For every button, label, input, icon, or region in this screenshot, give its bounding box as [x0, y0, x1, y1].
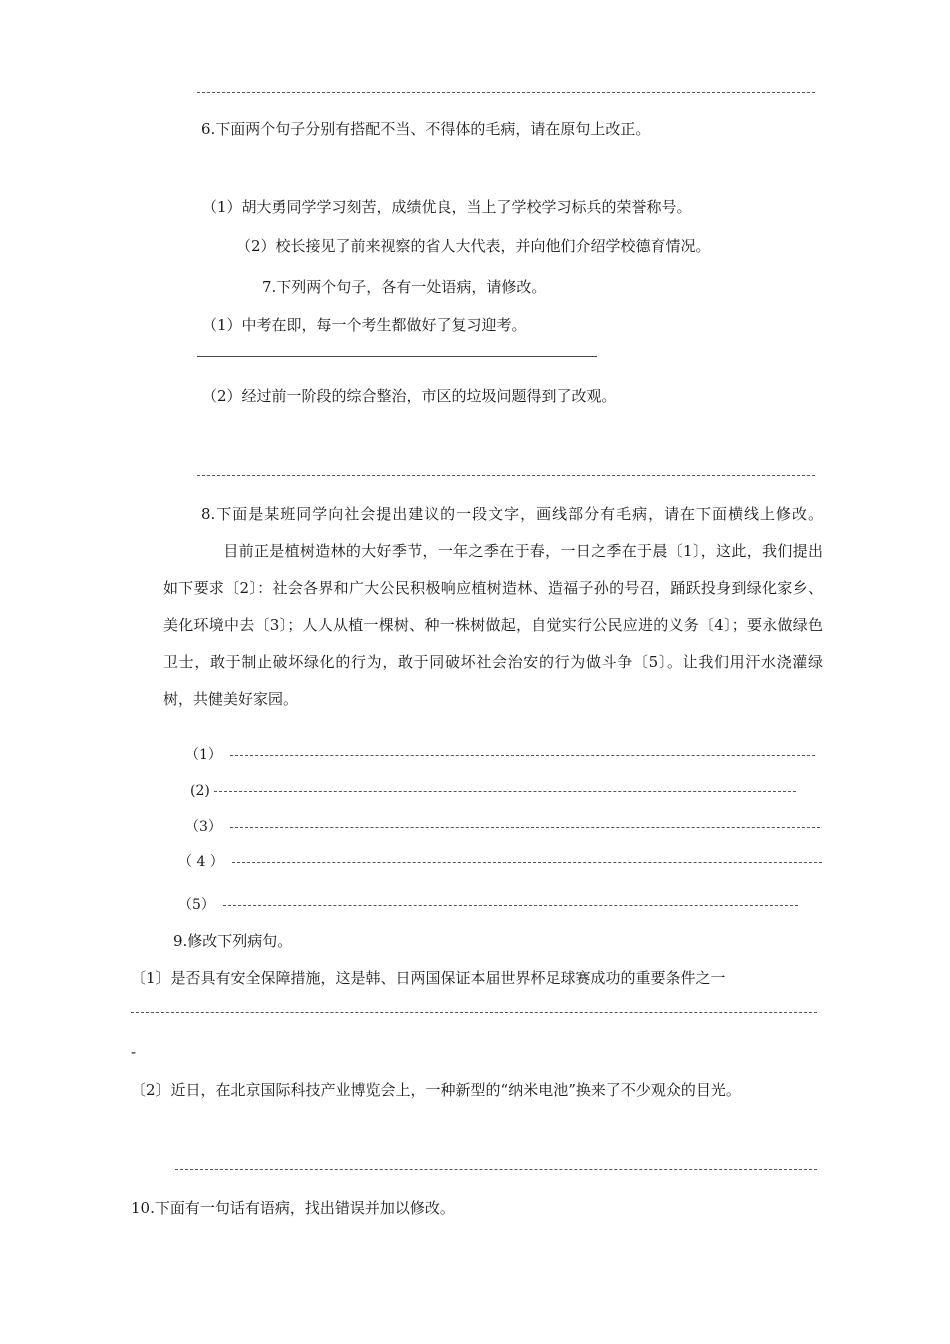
- q8-intro: 8.下面是某班同学向社会提出建议的一段文字，画线部分有毛病，请在下面横线上修改。: [201, 505, 823, 523]
- q8-blank-2[interactable]: [190, 781, 796, 801]
- q9-sentence-2: 〔2〕近日，在北京国际科技产业博览会上，一种新型的“纳米电池”换来了不少观众的目光。: [131, 1081, 741, 1099]
- q8-paragraph: [163, 496, 823, 718]
- answer-line: [214, 791, 796, 792]
- q9-sentence-1-tail: -: [131, 1043, 137, 1061]
- answer-line: [131, 1012, 817, 1013]
- q6-sentence-1: （1）胡大勇同学学习刻苦，成绩优良，当上了学校学习标兵的荣誉称号。: [202, 198, 692, 216]
- answer-line: [223, 905, 798, 906]
- q8-body: 目前正是植树造林的大好季节，一年之季在于春，一日之季在于晨〔1〕，这此，我们提出如下要求〔2〕：社会各界和广大公民积极响应植树造林、造福子孙的号召，踊跃投身到绿化家乡、美化环境中去〔3〕；人人从植一棵树、种一株树做起，自觉实行公民应进的义务〔4〕；要永做绿色卫士，敢于制止破坏绿化的行为，敢于同破坏社会治安的行为做斗争〔5〕。让我们用汗水浇灌绿树，共健美好家园。: [163, 542, 823, 708]
- answer-line: [197, 356, 597, 357]
- answer-line: [232, 862, 822, 863]
- q8-blank-3[interactable]: [185, 817, 820, 837]
- answer-line: [230, 755, 815, 756]
- q7-sentence-2: （2）经过前一阶段的综合整治，市区的垃圾问题得到了改观。: [202, 387, 617, 405]
- q9-sentence-1: 〔1〕是否具有安全保障措施，这是韩、日两国保证本届世界杯足球赛成功的重要条件之一: [131, 969, 726, 987]
- q8-blank-5[interactable]: [178, 895, 798, 915]
- blank-label: (2): [190, 783, 210, 799]
- blank-label: （1）: [185, 747, 222, 763]
- blank-label: （5）: [178, 897, 215, 913]
- answer-line: [197, 475, 815, 476]
- answer-line: [175, 1169, 817, 1170]
- q9-title: 9.修改下列病句。: [173, 932, 293, 950]
- answer-line: [197, 92, 815, 93]
- q10-title: 10.下面有一句话有语病，找出错误并加以修改。: [131, 1199, 455, 1217]
- q7-title: 7.下列两个句子，各有一处语病，请修改。: [262, 278, 547, 296]
- blank-label: （3）: [185, 819, 222, 835]
- q7-sentence-1: （1）中考在即，每一个考生都做好了复习迎考。: [202, 316, 527, 334]
- blank-label: （ 4 ）: [178, 854, 224, 870]
- q8-blank-4[interactable]: [178, 852, 822, 872]
- q6-title: 6.下面两个句子分别有搭配不当、不得体的毛病，请在原句上改正。: [201, 120, 651, 138]
- q8-blank-1[interactable]: [185, 745, 815, 765]
- answer-line: [230, 827, 820, 828]
- q6-sentence-2: （2）校长接见了前来视察的省人大代表，并向他们介绍学校德育情况。: [236, 237, 711, 255]
